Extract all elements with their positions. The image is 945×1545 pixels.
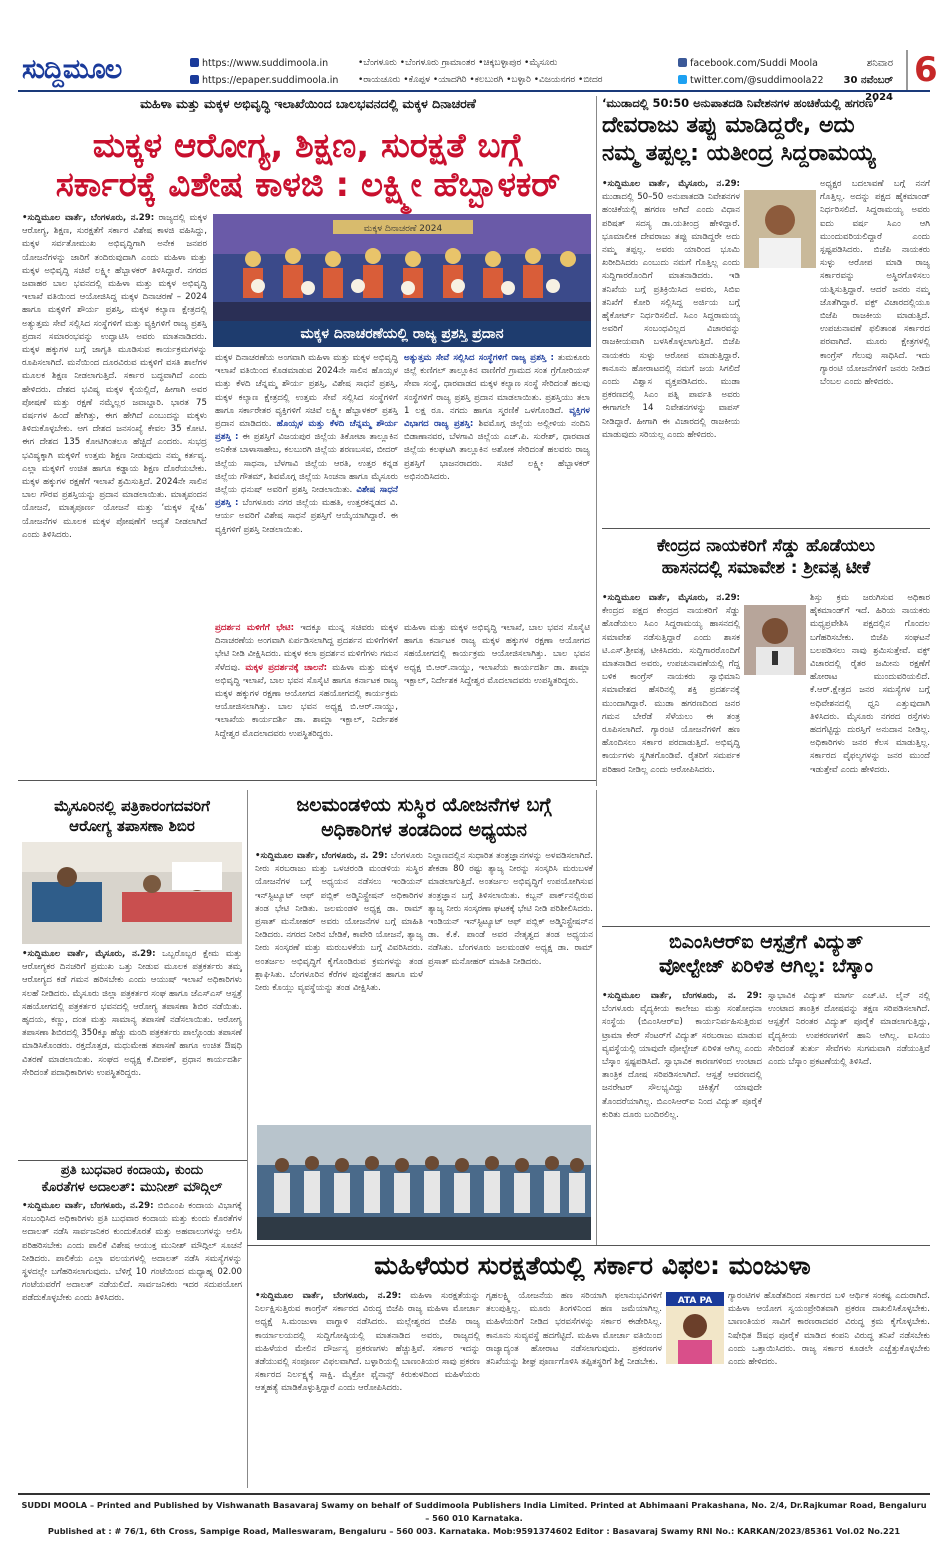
yathindra-kicker: ‘ಮುಡಾದಲ್ಲಿ 50:50 ಅನುಪಾತದಡಿ ನಿವೇಶನಗಳ ಹಂಚಿಕೆಯಲ್ಲಿ ಹಗರಣ’	[602, 96, 878, 110]
bescom-headline-1[interactable]: ಬಿಎಂಸಿಆರ್‌ಐ ಆಸ್ಪತ್ರೆಗೆ ವಿದ್ಯುತ್	[669, 931, 863, 953]
section-divider	[18, 780, 596, 781]
section-divider	[602, 926, 930, 927]
yathindra-para-2: ಅಧ್ಯಕ್ಷರ ಬದಲಾವಣೆ ಬಗ್ಗೆ ನನಗೆ ಗೊತ್ತಿಲ್ಲ. ಅದನ್ನು ಪಕ್ಷದ ಹೈಕಮಾಂಡ್ ನಿರ್ಧರಿಸಲಿದೆ. ಸಿದ್ದರಾಮಯ್ಯ ಅವರು ಐದು ವರ್ಷ ಸಿಎಂ ಆಗಿ ಮುಂದುವರಿಯಲಿದ್ದಾರೆ ಎಂದು ಸ್ಪಷ್ಟಪಡಿಸಿದರು. ಬಿಜೆಪಿ ನಾಯಕರು ಸುಳ್ಳು ಆರೋಪ ಮಾಡಿ ರಾಜ್ಯ ಸರ್ಕಾರವನ್ನು ಅಸ್ಥಿರಗೊಳಿಸಲು ಯತ್ನಿಸುತ್ತಿದ್ದಾರೆ. ಆದರೆ ಜನರು ನಮ್ಮ ಜೊತೆಗಿದ್ದಾರೆ. ವಕ್ಫ್ ವಿಚಾರದಲ್ಲಿಯೂ ಬಿಜೆಪಿ ರಾಜಕೀಯ ಮಾಡುತ್ತಿದೆ. ಉಪಚುನಾವಣೆ ಫಲಿತಾಂಶ ಸರ್ಕಾರದ ಪರವಾಗಿದೆ. ಮೂರು ಕ್ಷೇತ್ರಗಳಲ್ಲಿ ಕಾಂಗ್ರೆಸ್ ಗೆಲುವು ಸಾಧಿಸಿದೆ. ಇದು ಗ್ಯಾರಂಟಿ ಯೋಜನೆಗಳಿಗೆ ಜನರು ನೀಡಿದ ಬೆಂಬಲ ಎಂದು ಹೇಳಿದರು.	[820, 179, 930, 388]
photo-caption: ಮಕ್ಕಳ ದಿನಾಚರಣೆಯಲ್ಲಿ ರಾಜ್ಯ ಪ್ರಶಸ್ತಿ ಪ್ರದಾನ	[213, 321, 591, 347]
health-camp-photo	[22, 842, 242, 944]
yathindra-body-col-1	[602, 178, 740, 523]
manjula-badge: ATA PA	[677, 1296, 713, 1306]
jalamandali-body-col-1	[255, 850, 423, 1122]
main-story-para-1: ರಾಜ್ಯದಲ್ಲಿ ಮಕ್ಕಳ ಆರೋಗ್ಯ, ಶಿಕ್ಷಣ, ಸುರಕ್ಷತೆಗೆ ಸರ್ಕಾರ ವಿಶೇಷ ಕಾಳಜಿ ವಹಿಸಿದ್ದು, ಮಕ್ಕಳ ಸರ್ವತೋಮುಖ ಅಭಿವೃದ್ಧಿಗಾಗಿ ಅನೇಕ ಜನಪರ ಯೋಜನೆಗಳನ್ನು ಜಾರಿಗೆ ತಂದಿರುವುದಾಗಿ ಎಂದು ಮಹಿಳಾ ಮತ್ತು ಮಕ್ಕಳ ಅಭಿವೃದ್ಧಿ ಸಚಿವೆ ಲಕ್ಷ್ಮೀ ಹೆಬ್ಬಾಳಕರ್ ತಿಳಿಸಿದ್ದಾರೆ. ನಗರದ ಜವಾಹರ ಬಾಲ ಭವನದಲ್ಲಿ ಮಹಿಳಾ ಮತ್ತು ಮಕ್ಕಳ ಅಭಿವೃದ್ಧಿ ಇಲಾಖೆ ವತಿಯಿಂದ ಆಯೋಜಿಸಿದ್ದ ಮಕ್ಕಳ ದಿನಾಚರಣೆ – 2024 ಹಾಗೂ ಮಕ್ಕಳಿಗೆ ಶೌರ್ಯ ಪ್ರಶಸ್ತಿ, ಮಕ್ಕಳ ಕಲ್ಯಾಣ ಕ್ಷೇತ್ರದಲ್ಲಿ ಅತ್ಯುತ್ತಮ ಸೇವೆ ಸಲ್ಲಿಸಿದ ಸಂಸ್ಥೆಗಳಿಗೆ ಮತ್ತು ವ್ಯಕ್ತಿಗಳಿಗೆ ರಾಜ್ಯ ಪ್ರಶಸ್ತಿ ಪ್ರದಾನ ಸಮಾರಂಭವನ್ನು ಉದ್ಘಾಟಿಸಿ ಅವರು ಮಾತನಾಡಿದರು. ಮಕ್ಕಳ ಹಕ್ಕುಗಳ ಬಗ್ಗೆ ಜಾಗೃತಿ ಮೂಡಿಸುವ ಕಾರ್ಯಕ್ರಮಗಳನ್ನು ರೂಪಿಸಲಾಗಿದೆ. ಮನೆಯಿಂದ ದೂರವಿರುವ ಮಕ್ಕಳಿಗೆ ವಸತಿ ಶಾಲೆಗಳ ಮೂಲಕ ಶಿಕ್ಷಣ ನೀಡಲಾಗುತ್ತಿದೆ. ಸರ್ಕಾರ ಬದ್ಧವಾಗಿದೆ ಎಂದು ಹೇಳಿದರು. ದೇಶದ ಭವಿಷ್ಯ ಮಕ್ಕಳ ಕೈಯಲ್ಲಿದೆ, ಹೀಗಾಗಿ ಅವರ ಪೋಷಣೆ ಮತ್ತು ರಕ್ಷಣೆ ನಮ್ಮೆಲ್ಲರ ಜವಾಬ್ದಾರಿ. ಭಾರತ 75 ವರ್ಷಗಳ ಹಿಂದೆ ಹೇಗಿತ್ತು, ಈಗ ಹೇಗಿದೆ ಎಂಬುದನ್ನು ಮಕ್ಕಳು ತಿಳಿದುಕೊಳ್ಳಬೇಕು. ಆಗ ದೇಶದ ಜನಸಂಖ್ಯೆ ಕೇವಲ 35 ಕೋಟಿ. ಈಗ ದೇಶದ 135 ಕೋಟಿಗಿಂತಲೂ ಹೆಚ್ಚಿದೆ ಎಂದರು.	[22, 213, 207, 448]
shreevatsa-para-1: ಕೇಂದ್ರದ ಪಕ್ಷದ ಕೇಂದ್ರದ ನಾಯಕರಿಗೆ ಸೆಡ್ಡು ಹೊಡೆಯಲು ಸಿಎಂ ಸಿದ್ದರಾಮಯ್ಯ ಹಾಸನದಲ್ಲಿ ಸಮಾವೇಶ ನಡೆಸುತ್ತಿದ್ದಾರೆ ಎಂದು ಶಾಸಕ ಟಿ.ಎಸ್.ಶ್ರೀವತ್ಸ ಟೀಕಿಸಿದರು. ಸುದ್ದಿಗಾರರೊಂದಿಗೆ ಮಾತನಾಡಿದ ಅವರು, ಉಪಚುನಾವಣೆಯಲ್ಲಿ ಗೆದ್ದ ಬಳಿಕ ಕಾಂಗ್ರೆಸ್ ನಾಯಕರು ಸ್ವಾಭಿಮಾನಿ ಸಮಾವೇಶದ ಹೆಸರಿನಲ್ಲಿ ಶಕ್ತಿ ಪ್ರದರ್ಶನಕ್ಕೆ ಮುಂದಾಗಿದ್ದಾರೆ. ಮುಡಾ ಹಗರಣದಿಂದ ಜನರ ಗಮನ ಬೇರೆಡೆ ಸೆಳೆಯಲು ಈ ತಂತ್ರ ರೂಪಿಸಲಾಗಿದೆ. ಗ್ಯಾರಂಟಿ ಯೋಜನೆಗಳಿಗೆ ಹಣ ಹೊಂದಿಸಲು ಸರ್ಕಾರ ಪರದಾಡುತ್ತಿದೆ. ಅಭಿವೃದ್ಧಿ ಕಾರ್ಯಗಳು ಸ್ಥಗಿತಗೊಂಡಿವೆ. ರೈತರಿಗೆ ಸಮರ್ಪಕ ಪರಿಹಾರ ನೀಡಿಲ್ಲ ಎಂದು ಆರೋಪಿಸಿದರು.	[602, 606, 740, 775]
yathindra-headline-1[interactable]: ದೇವರಾಜು ತಪ್ಪು ಮಾಡಿದ್ದರೇ, ಅದು	[602, 113, 855, 138]
munish-dateline: •ಸುದ್ದಿಮೂಲ ವಾರ್ತೆ, ಬೆಂಗಳೂರು, ನ.29:	[22, 1201, 154, 1211]
issue-date: 30 ನವೆಂಬರ್ 2024	[843, 75, 893, 103]
bescom-body-col-1	[602, 990, 762, 1195]
health-camp-dateline: •ಸುದ್ದಿಮೂಲ ವಾರ್ತೆ, ಮೈಸೂರು, ನ.29:	[22, 949, 156, 959]
health-camp-headline-1[interactable]: ಮೈಸೂರಿನಲ್ಲಿ ಪತ್ರಿಕಾರಂಗದವರಿಗೆ	[54, 797, 210, 815]
main-story-headline-2[interactable]: ಸರ್ಕಾರಕ್ಕೆ ವಿಶೇಷ ಕಾಳಜಿ : ಲಕ್ಷ್ಮೀ ಹೆಬ್ಬಾಳಕರ್	[55, 165, 561, 205]
yathindra-portrait	[744, 190, 816, 268]
main-story-para-2: ಮಕ್ಕಳ ದಿನಾಚರಣೆಯ ಅಂಗವಾಗಿ ಮಹಿಳಾ ಮತ್ತು ಮಕ್ಕಳ ಅಭಿವೃದ್ಧಿ ಇಲಾಖೆ ವತಿಯಿಂದ ಕೊಡಮಾಡುವ 2024ನೇ ಸಾಲಿನ ಹೊಯ್ಸಳ ಮತ್ತು ಕೆಳದಿ ಚೆನ್ನಮ್ಮ ಶೌರ್ಯ ಪ್ರಶಸ್ತಿ, ವಿಶೇಷ ಸಾಧನೆ ಪ್ರಶಸ್ತಿ, ಮಕ್ಕಳ ಕಲ್ಯಾಣ ಕ್ಷೇತ್ರದಲ್ಲಿ ಉತ್ತಮ ಸೇವೆ ಸಲ್ಲಿಸಿದ ಸಂಸ್ಥೆಗಳಿಗೆ ಹಾಗೂ ಸರ್ಕಾರೇತರ ವ್ಯಕ್ತಿಗಳಿಗೆ ಸಚಿವೆ ಲಕ್ಷ್ಮೀ ಹೆಬ್ಬಾಳಕರ್ ಪ್ರಶಸ್ತಿ ಪ್ರದಾನ ಮಾಡಿದರು.	[215, 353, 398, 430]
imprint-footer	[18, 1493, 930, 1538]
shreevatsa-portrait	[744, 605, 806, 675]
twitter-link[interactable]: twitter.com/@suddimoola22	[690, 75, 824, 86]
health-camp-body	[22, 948, 242, 1156]
issue-weekday: ಶನಿವಾರ	[866, 58, 893, 69]
main-story-para-3: ಈ ಪ್ರಶಸ್ತಿಗೆ ವಿಜಯಪುರ ಜಿಲ್ಲೆಯ ತಿಕೋಟಾ ತಾಲ್ಲೂಕಿನ ಅನಿಕೇತ ಬಾಳಾಸಾಹೇಬ, ಕಲಬುರಗಿ ಜಿಲ್ಲೆಯ ಶರಣಬಸವ, ಬೀದರ್ ಜಿಲ್ಲೆಯ ಸಾಧನಾ, ಬೆಳಗಾವಿ ಜಿಲ್ಲೆಯ ಆರತಿ, ಉತ್ತರ ಕನ್ನಡ ಜಿಲ್ಲೆಯ ಗೌತಮ್, ಶಿವಮೊಗ್ಗ ಜಿಲ್ಲೆಯ ಸಿಂಚನಾ ಹಾಗೂ ಮೈಸೂರು ಜಿಲ್ಲೆಯ ಧನುಷ್ ಅವರಿಗೆ ಪ್ರಶಸ್ತಿ ನೀಡಲಾಯಿತು.	[215, 432, 398, 496]
yathindra-para-1: ಮುಡಾದಲ್ಲಿ 50–50 ಅನುಪಾತದಡಿ ನಿವೇಶನಗಳ ಹಂಚಿಕೆಯಲ್ಲಿ ಹಗರಣ ಆಗಿದೆ ಎಂದು ವಿಧಾನ ಪರಿಷತ್ ಸದಸ್ಯ ಡಾ.ಯತೀಂದ್ರ ಹೇಳಿದ್ದಾರೆ. ಭೂಮಾಲೀಕ ದೇವರಾಜು ತಪ್ಪು ಮಾಡಿದ್ದರೇ ಅದು ನಮ್ಮ ತಪ್ಪಲ್ಲ. ಅವರು ಯಾರಿಂದ ಭೂಮಿ ಖರೀದಿಸಿದರು ಎಂಬುದು ನಮಗೆ ಗೊತ್ತಿಲ್ಲ ಎಂದು ಸುದ್ದಿಗಾರರೊಂದಿಗೆ ಮಾತನಾಡಿದರು. ಇಡಿ ತನಿಖೆಯ ಬಗ್ಗೆ ಪ್ರತಿಕ್ರಿಯಿಸಿದ ಅವರು, ಸಿಬಿಐ ತನಿಖೆಗೆ ಕೋರಿ ಸಲ್ಲಿಸಿದ್ದ ಅರ್ಜಿಯ ಬಗ್ಗೆ ಹೈಕೋರ್ಟ್ ನಿರ್ಧರಿಸಲಿದೆ. ಸಿಎಂ ಸಿದ್ದರಾಮಯ್ಯ ಅವರಿಗೆ ಸಂಬಂಧವಿಲ್ಲದ ವಿಚಾರವನ್ನು ರಾಜಕೀಯವಾಗಿ ಬಳಸಿಕೊಳ್ಳಲಾಗುತ್ತಿದೆ. ಬಿಜೆಪಿ ನಾಯಕರು ಸುಳ್ಳು ಆರೋಪ ಮಾಡುತ್ತಿದ್ದಾರೆ. ಕಾನೂನು ಹೋರಾಟದಲ್ಲಿ ನಮಗೆ ಜಯ ಸಿಗಲಿದೆ ಎಂದು ವಿಶ್ವಾಸ ವ್ಯಕ್ತಪಡಿಸಿದರು. ಮುಡಾ ಪ್ರಕರಣದಲ್ಲಿ ಸಿಎಂ ಪತ್ನಿ ಪಾರ್ವತಿ ಅವರು ಈಗಾಗಲೇ 14 ನಿವೇಶನಗಳನ್ನು ವಾಪಸ್ ನೀಡಿದ್ದಾರೆ. ಹೀಗಾಗಿ ಈ ವಿಚಾರದಲ್ಲಿ ರಾಜಕೀಯ ಮಾಡುವುದು ಸರಿಯಲ್ಲ ಎಂದು ಹೇಳಿದರು.	[602, 192, 740, 440]
website-link[interactable]: https://www.suddimoola.in	[202, 58, 329, 69]
main-story-para-6: ಮಹಿಳಾ ಮತ್ತು ಮಕ್ಕಳ ಅಭಿವೃದ್ಧಿ ಇಲಾಖೆ, ಬಾಲ ಭವನ ಸೊಸೈಟಿ ಹಾಗೂ ಕರ್ನಾಟಕ ರಾಜ್ಯ ಮಕ್ಕಳ ಹಕ್ಕುಗಳ ರಕ್ಷಣಾ ಆಯೋಗದ ಸಹಯೋಗದಲ್ಲಿ ಕಾರ್ಯಕ್ರಮ ಆಯೋಜಿಸಲಾಗಿತ್ತು. ಬಾಲ ಭವನ ಅಧ್ಯಕ್ಷ ಬಿ.ಆರ್.ನಾಯ್ಡು, ಇಲಾಖೆಯ ಕಾರ್ಯದರ್ಶಿ ಡಾ. ಶಾಮ್ಲಾ ಇಕ್ಬಾಲ್, ನಿರ್ದೇಶಕ ಸಿದ್ದೇಶ್ವರ ಮೊದಲಾದವರು ಉಪಸ್ಥಿತರಿದ್ದರು.	[215, 662, 398, 739]
jalamandali-dateline: •ಸುದ್ದಿಮೂಲ ವಾರ್ತೆ, ಬೆಂಗಳೂರು, ನ. 29:	[255, 851, 388, 861]
munish-body	[22, 1200, 242, 1488]
globe-icon	[190, 58, 199, 67]
manjula-headline[interactable]: ಮಹಿಳೆಯರ ಸುರಕ್ಷತೆಯಲ್ಲಿ ಸರ್ಕಾರ ವಿಫಲ: ಮಂಜುಳಾ	[374, 1251, 811, 1280]
section-divider	[18, 1160, 247, 1161]
jalamandali-group-photo	[257, 1125, 591, 1240]
award-subhead-bravery: ಹೊಯ್ಸಳ ಮತ್ತು ಕೆಳದಿ ಚೆನ್ನಮ್ಮ ಶೌರ್ಯ ಪ್ರಶಸ್ತಿ :	[215, 419, 398, 443]
award-ceremony-photo	[213, 214, 591, 321]
main-story-body-col-4	[215, 622, 398, 772]
twitter-icon	[678, 75, 687, 84]
column-divider	[247, 1250, 248, 1488]
portrait-illustration	[744, 605, 806, 675]
shreevatsa-dateline: •ಸುದ್ದಿಮೂಲ ವಾರ್ತೆ, ಮೈಸೂರು, ನ.29:	[602, 593, 740, 603]
shreevatsa-body-col-2	[810, 592, 930, 922]
jalamandali-headline-1[interactable]: ಜಲಮಂಡಳಿಯ ಸುಸ್ಥಿರ ಯೋಜನೆಗಳ ಬಗ್ಗೆ	[296, 794, 552, 816]
jalamandali-body-col-2	[428, 850, 593, 1122]
manjula-para-1: ಮಹಿಳಾ ಸುರಕ್ಷತೆಯನ್ನು ನಿರ್ಲಕ್ಷಿಸುತ್ತಿರುವ ಕಾಂಗ್ರೆಸ್ ಸರ್ಕಾರದ ವಿರುದ್ಧ ಬಿಜೆಪಿ ರಾಜ್ಯ ಮಹಿಳಾ ಮೋರ್ಚಾ ಅಧ್ಯಕ್ಷೆ ಸಿ.ಮಂಜುಳಾ ವಾಗ್ದಾಳಿ ನಡೆಸಿದರು. ಮಲ್ಲೇಶ್ವರದ ಬಿಜೆಪಿ ರಾಜ್ಯ ಕಾರ್ಯಾಲಯದಲ್ಲಿ ಸುದ್ದಿಗೋಷ್ಠಿಯಲ್ಲಿ ಮಾತನಾಡಿದ ಅವರು, ರಾಜ್ಯದಲ್ಲಿ ಮಹಿಳೆಯರ ಮೇಲಿನ ದೌರ್ಜನ್ಯ ಪ್ರಕರಣಗಳು ಹೆಚ್ಚುತ್ತಿವೆ. ಸರ್ಕಾರ ಇದನ್ನು ತಡೆಯುವಲ್ಲಿ ಸಂಪೂರ್ಣ ವಿಫಲವಾಗಿದೆ. ಬಳ್ಳಾರಿಯಲ್ಲಿ ಬಾಣಂತಿಯರ ಸಾವು ಪ್ರಕರಣ ಸರ್ಕಾರದ ನಿರ್ಲಕ್ಷ್ಯಕ್ಕೆ ಸಾಕ್ಷಿ. ಮೈಕ್ರೋ ಫೈನಾನ್ಸ್ ಕಿರುಕುಳದಿಂದ ಮಹಿಳೆಯರು ಆತ್ಮಹತ್ಯೆ ಮಾಡಿಕೊಳ್ಳುತ್ತಿದ್ದಾರೆ ಎಂದು ಆರೋಪಿಸಿದರು.	[255, 1291, 480, 1394]
shreevatsa-para-2: ಶಿಸ್ತು ಕ್ರಮ ಜರುಗಿಸುವ ಅಧಿಕಾರ ಹೈಕಮಾಂಡ್‌ಗೆ ಇದೆ. ಹಿರಿಯ ನಾಯಕರು ಮಧ್ಯಪ್ರವೇಶಿಸಿ ಪಕ್ಷದಲ್ಲಿನ ಗೊಂದಲ ಬಗೆಹರಿಸಬೇಕು. ಬಿಜೆಪಿ ಸಂಘಟನೆ ಬಲಪಡಿಸಲು ನಾವು ಶ್ರಮಿಸುತ್ತೇವೆ. ವಕ್ಫ್ ವಿಚಾರದಲ್ಲಿ ರೈತರ ಜಮೀನು ರಕ್ಷಣೆಗೆ ಹೋರಾಟ ಮುಂದುವರಿಯಲಿದೆ. ಕೆ.ಆರ್.ಕ್ಷೇತ್ರದ ಜನರ ಸಮಸ್ಯೆಗಳ ಬಗ್ಗೆ ಅಧಿವೇಶನದಲ್ಲಿ ಧ್ವನಿ ಎತ್ತುವುದಾಗಿ ತಿಳಿಸಿದರು. ಮೈಸೂರು ನಗರದ ರಸ್ತೆಗಳು ಹದಗೆಟ್ಟಿದ್ದು ದುರಸ್ತಿಗೆ ಅನುದಾನ ನೀಡಿಲ್ಲ. ಅಧಿಕಾರಿಗಳು ಜನರ ಕೆಲಸ ಮಾಡುತ್ತಿಲ್ಲ. ಸರ್ಕಾರದ ವೈಫಲ್ಯಗಳನ್ನು ಜನರ ಮುಂದೆ ಇಡುತ್ತೇವೆ ಎಂದು ಹೇಳಿದರು.	[810, 593, 930, 775]
award-subhead-exhibition: ಪ್ರದರ್ಶನ ಮಳಿಗೆಗೆ ಭೇಟಿ:	[215, 623, 295, 633]
main-story-para-5: ಇದಕ್ಕೂ ಮುನ್ನ ಸಚಿವರು ಮಕ್ಕಳ ದಿನಾಚರಣೆಯ ಅಂಗವಾಗಿ ಏರ್ಪಡಿಸಲಾಗಿದ್ದ ಪ್ರದರ್ಶನ ಮಳಿಗೆಗಳಿಗೆ ಭೇಟಿ ನೀಡಿ ವೀಕ್ಷಿಸಿದರು. ಮಕ್ಕಳ ಕಲಾ ಪ್ರದರ್ಶನ ಮಳಿಗೆಗಳು ಗಮನ ಸೆಳೆದವು.	[215, 623, 398, 673]
award-ceremony-illustration	[213, 214, 591, 321]
main-story-body-col-2	[215, 352, 398, 617]
page-number: 6	[906, 50, 938, 90]
edition-cities-line-2: •ರಾಯಚೂರು •ಕೊಪ್ಪಳ •ಯಾದಗಿರಿ •ಕಲಬುರಗಿ •ಬಳ್ಳಾರಿ •ವಿಜಯನಗರ •ಬೀದರ	[358, 75, 603, 85]
manjula-portrait	[666, 1292, 724, 1364]
award-subhead-individuals: ವ್ಯಕ್ತಿಗಳ ವಿಭಾಗದ ರಾಜ್ಯ ಪ್ರಶಸ್ತಿ:	[404, 405, 590, 430]
column-divider	[247, 790, 248, 1250]
main-story-para-6b: ಮಹಿಳಾ ಮತ್ತು ಮಕ್ಕಳ ಅಭಿವೃದ್ಧಿ ಇಲಾಖೆ, ಬಾಲ ಭವನ ಸೊಸೈಟಿ ಹಾಗೂ ಕರ್ನಾಟಕ ರಾಜ್ಯ ಮಕ್ಕಳ ಹಕ್ಕುಗಳ ರಕ್ಷಣಾ ಆಯೋಗದ ಸಹಯೋಗದಲ್ಲಿ ಕಾರ್ಯಕ್ರಮ ಆಯೋಜಿಸಲಾಗಿತ್ತು. ಬಾಲ ಭವನ ಅಧ್ಯಕ್ಷ ಬಿ.ಆರ್.ನಾಯ್ಡು, ಇಲಾಖೆಯ ಕಾರ್ಯದರ್ಶಿ ಡಾ. ಶಾಮ್ಲಾ ಇಕ್ಬಾಲ್, ನಿರ್ದೇಶಕ ಸಿದ್ದೇಶ್ವರ ಮೊದಲಾದವರು ಉಪಸ್ಥಿತರಿದ್ದರು.	[404, 623, 590, 686]
yathindra-headline-2[interactable]: ನಮ್ಮ ತಪ್ಪಲ್ಲ: ಯತೀಂದ್ರ ಸಿದ್ದರಾಮಯ್ಯ	[602, 141, 876, 166]
shreevatsa-headline-2[interactable]: ಹಾಸನದಲ್ಲಿ ಸಮಾವೇಶ : ಶ್ರೀವತ್ಸ ಟೀಕೆ	[661, 558, 871, 578]
main-story-para-7: ತುಮಕೂರು ಜಿಲ್ಲೆ ಕುಣಿಗಲ್ ತಾಲ್ಲೂಕಿನ ವಾಣಿಗೆರೆ ಗ್ರಾಮದ ಸಂತ ಗ್ರೆಗೋರಿಯಸ್ ಸೇವಾ ಸಂಸ್ಥೆ, ಧಾರವಾಡದ ಮಕ್ಕಳ ಕಲ್ಯಾಣ ಸಂಸ್ಥೆ ಸೇರಿದಂತೆ ಹಲವು ಸಂಸ್ಥೆಗಳಿಗೆ ರಾಜ್ಯ ಪ್ರಶಸ್ತಿ ಪ್ರದಾನ ಮಾಡಲಾಯಿತು. ಪ್ರಶಸ್ತಿಯು ತಲಾ 1 ಲಕ್ಷ ರೂ. ನಗದು ಹಾಗೂ ಸ್ಮರಣಿಕೆ ಒಳಗೊಂಡಿದೆ.	[404, 353, 590, 416]
main-story-body-col-3	[404, 352, 590, 617]
bescom-dateline: •ಸುದ್ದಿಮೂಲ ವಾರ್ತೆ, ಬೆಂಗಳೂರು, ನ. 29:	[602, 991, 762, 1001]
bescom-body-col-2	[768, 990, 930, 1195]
imprint-line-2: Published at : # 76/1, 6th Cross, Sampige Road, Malleswaram, Bengaluru – 560 003. Karnataka. Mob:9591374602 Editor : Basavaraj Swamy RNI No.: KARKAN/2023/85361 Vol.02 No.221	[47, 1526, 901, 1536]
column-divider	[596, 96, 597, 786]
portrait-illustration	[666, 1292, 724, 1364]
imprint-line-1: SUDDI MOOLA – Printed and Published by Vishwanath Basavaraj Swamy on behalf of Suddimoola Publishers India Limited. Printed at Abhimaani Prakashana, No. 2/4, Dr.Rajkumar Road, Bengaluru – 560 010 Karnataka.	[21, 1500, 927, 1523]
bescom-para-2: ಸ್ವಾಭಾವಿಕ ವಿದ್ಯುತ್ ಮಾರ್ಗ ಎಚ್.ಟಿ. ಲೈನ್ ನಲ್ಲಿ ಉಂಟಾದ ತಾಂತ್ರಿಕ ದೋಷವನ್ನು ತಕ್ಷಣ ಸರಿಪಡಿಸಲಾಗಿದೆ. ಆಸ್ಪತ್ರೆಗೆ ನಿರಂತರ ವಿದ್ಯುತ್ ಪೂರೈಕೆ ಮಾಡಲಾಗುತ್ತಿದ್ದು, ವೈದ್ಯಕೀಯ ಉಪಕರಣಗಳಿಗೆ ಹಾನಿ ಆಗಿಲ್ಲ. ಐಸಿಯು ಸೇರಿದಂತೆ ತುರ್ತು ಸೇವೆಗಳು ಸುಗಮವಾಗಿ ನಡೆಯುತ್ತಿವೆ ಎಂದು ಬೆಸ್ಕಾಂ ಪ್ರಕಟಣೆಯಲ್ಲಿ ತಿಳಿಸಿದೆ.	[768, 991, 930, 1068]
main-story-body-col-5	[404, 622, 590, 772]
yathindra-dateline: •ಸುದ್ದಿಮೂಲ ವಾರ್ತೆ, ಮೈಸೂರು, ನ.29:	[602, 179, 740, 189]
main-story-kicker: ಮಹಿಳಾ ಮತ್ತು ಮಕ್ಕಳ ಅಭಿವೃದ್ಧಿ ಇಲಾಖೆಯಿಂದ ಬಾಲಭವನದಲ್ಲಿ ಮಕ್ಕಳ ದಿನಾಚರಣೆ	[140, 96, 476, 111]
manjula-para-3: ಗ್ಯಾರಂಟಿಗಳ ಹೊಡೆತದಿಂದ ಸರ್ಕಾರದ ಬಳಿ ಆರ್ಥಿಕ ಸಂಕಷ್ಟ ಎದುರಾಗಿದೆ. ಮಹಿಳಾ ಆಯೋಗ ಸ್ವಯಂಪ್ರೇರಿತವಾಗಿ ಪ್ರಕರಣ ದಾಖಲಿಸಿಕೊಳ್ಳಬೇಕು. ಬಾಣಂತಿಯರ ಸಾವಿಗೆ ಕಾರಣರಾದವರ ವಿರುದ್ಧ ಕ್ರಮ ಕೈಗೊಳ್ಳಬೇಕು. ನಿಷೇಧಿತ ಔಷಧ ಪೂರೈಕೆ ಮಾಡಿದ ಕಂಪನಿ ವಿರುದ್ಧ ತನಿಖೆ ನಡೆಸಬೇಕು ಎಂದು ಒತ್ತಾಯಿಸಿದರು. ರಾಜ್ಯ ಸರ್ಕಾರ ಕೂಡಲೇ ಎಚ್ಚೆತ್ತುಕೊಳ್ಳಬೇಕು ಎಂದು ಹೇಳಿದರು.	[728, 1291, 930, 1368]
edition-cities-line-1: •ಬೆಂಗಳೂರು •ಬೆಂಗಳೂರು ಗ್ರಾಮಾಂತರ •ಚಿಕ್ಕಬಳ್ಳಾಪುರ •ಮೈಸೂರು	[358, 58, 558, 68]
facebook-icon	[678, 58, 687, 67]
award-subhead-special: ವಿಶೇಷ ಸಾಧನೆ ಪ್ರಶಸ್ತಿ :	[215, 485, 398, 509]
health-camp-illustration	[22, 842, 242, 944]
bescom-headline-2[interactable]: ವೋಲ್ಟೇಜ್ ಏರಿಳಿತ ಆಗಿಲ್ಲ: ಬೆಸ್ಕಾಂ	[659, 955, 873, 977]
main-story-para-4: ಬೆಂಗಳೂರು ನಗರ ಜಿಲ್ಲೆಯ ಮಹತಿ, ಉತ್ತರಕನ್ನಡದ ವಿ. ಆರ್ಯ ಅವರಿಗೆ ವಿಶೇಷ ಸಾಧನೆ ಪ್ರಶಸ್ತಿಗೆ ಆಯ್ಕೆಯಾಗಿದ್ದಾರೆ. ಈ ವ್ಯಕ್ತಿಗಳಿಗೆ ಪ್ರಶಸ್ತಿ ನೀಡಲಾಯಿತು.	[215, 498, 398, 535]
main-story-headline-1[interactable]: ಮಕ್ಕಳ ಆರೋಗ್ಯ, ಶಿಕ್ಷಣ, ಸುರಕ್ಷತೆ ಬಗ್ಗೆ	[92, 126, 523, 166]
jalamandali-para-2: ನಿಲ್ದಾಣದಲ್ಲಿನ ಸುಧಾರಿತ ತಂತ್ರಜ್ಞಾನಗಳನ್ನು ಅಳವಡಿಸಲಾಗಿದೆ. ಶೇಕಡಾ 80 ರಷ್ಟು ತ್ಯಾಜ್ಯ ನೀರನ್ನು ಸಂಸ್ಕರಿಸಿ ಮರುಬಳಕೆ ಮಾಡಲಾಗುತ್ತಿದೆ. ಅಂತರ್ಜಲ ಅಭಿವೃದ್ಧಿಗೆ ಉಪಯೋಗಿಸುವ ತಂತ್ರಜ್ಞಾನ ಬಗ್ಗೆ ತಿಳಿಸಲಾಯಿತು. ಕಬ್ಬನ್ ಪಾರ್ಕ್‌ನಲ್ಲಿರುವ ತ್ಯಾಜ್ಯ ನೀರು ಸಂಸ್ಕರಣಾ ಘಟಕಕ್ಕೆ ಭೇಟಿ ನೀಡಿ ಪರಿಶೀಲಿಸಿದರು. ಇಂಡಿಯನ್ ಇನ್‌ಸ್ಟಿಟ್ಯೂಟ್ ಆಫ್ ಪಬ್ಲಿಕ್ ಅಡ್ಮಿನಿಸ್ಟ್ರೇಷನ್‌ನ ಡಾ. ಕೆ.ಕೆ. ಪಾಂಡೆ ಅವರ ನೇತೃತ್ವದ ತಂಡ ಅಧ್ಯಯನ ನಡೆಸಿತು. ಬೆಂಗಳೂರು ಜಲಮಂಡಳಿ ಅಧ್ಯಕ್ಷ ಡಾ. ರಾಮ್ ಪ್ರಸಾತ್ ಮನೋಹರ್ ಮಾಹಿತಿ ನೀಡಿದರು.	[428, 851, 593, 967]
manjula-para-2: ಗೃಹಲಕ್ಷ್ಮಿ ಯೋಜನೆಯ ಹಣ ಸರಿಯಾಗಿ ಫಲಾನುಭವಿಗಳಿಗೆ ತಲುಪುತ್ತಿಲ್ಲ. ಮೂರು ತಿಂಗಳಿನಿಂದ ಹಣ ಜಮೆಯಾಗಿಲ್ಲ. ಮಹಿಳೆಯರಿಗೆ ನೀಡಿದ ಭರವಸೆಗಳನ್ನು ಸರ್ಕಾರ ಈಡೇರಿಸಿಲ್ಲ. ಕಾನೂನು ಸುವ್ಯವಸ್ಥೆ ಹದಗೆಟ್ಟಿದೆ. ಮಹಿಳಾ ಮೋರ್ಚಾ ವತಿಯಿಂದ ರಾಜ್ಯಾದ್ಯಂತ ಹೋರಾಟ ನಡೆಸಲಾಗುವುದು. ಪ್ರಕರಣಗಳ ತನಿಖೆಯನ್ನು ಶೀಘ್ರ ಪೂರ್ಣಗೊಳಿಸಿ ತಪ್ಪಿತಸ್ಥರಿಗೆ ಶಿಕ್ಷೆ ನೀಡಬೇಕು.	[486, 1291, 662, 1368]
group-photo-illustration	[257, 1125, 591, 1240]
manjula-body-col-1	[255, 1290, 480, 1488]
shreevatsa-headline-1[interactable]: ಕೇಂದ್ರದ ನಾಯಕರಿಗೆ ಸೆಡ್ಡು ಹೊಡೆಯಲು	[656, 536, 876, 556]
main-story-dateline: •ಸುದ್ದಿಮೂಲ ವಾರ್ತೆ, ಬೆಂಗಳೂರು, ನ.29:	[22, 213, 155, 223]
jalamandali-para-1: ಬೆಂಗಳೂರು ನೀರು ಸರಬರಾಜು ಮತ್ತು ಒಳಚರಂಡಿ ಮಂಡಳಿಯ ಸುಸ್ಥಿರ ಯೋಜನೆಗಳ ಬಗ್ಗೆ ಅಧ್ಯಯನ ನಡೆಸಲು ಇಂಡಿಯನ್ ಇನ್‌ಸ್ಟಿಟ್ಯೂಟ್ ಆಫ್ ಪಬ್ಲಿಕ್ ಅಡ್ಮಿನಿಸ್ಟ್ರೇಷನ್ ಅಧಿಕಾರಿಗಳ ತಂಡ ಭೇಟಿ ನೀಡಿತು. ಜಲಮಂಡಳಿ ಅಧ್ಯಕ್ಷ ಡಾ. ರಾಮ್ ಪ್ರಸಾತ್ ಮನೋಹರ್ ಅವರು ಯೋಜನೆಗಳ ಬಗ್ಗೆ ಮಾಹಿತಿ ನೀಡಿದರು. ನಗರದ ನೀರಿನ ಬೇಡಿಕೆ, ಕಾವೇರಿ ಯೋಜನೆ, ತ್ಯಾಜ್ಯ ನೀರು ಸಂಸ್ಕರಣೆ ಮತ್ತು ಮರುಬಳಕೆಯ ಬಗ್ಗೆ ವಿವರಿಸಿದರು. ಅಂತರ್ಜಲ ಅಭಿವೃದ್ಧಿಗೆ ಕೈಗೊಂಡಿರುವ ಕ್ರಮಗಳನ್ನು ತಂಡ ಶ್ಲಾಘಿಸಿತು. ಬೆಂಗಳೂರಿನ ಕೆರೆಗಳ ಪುನಶ್ಚೇತನ ಹಾಗೂ ಮಳೆ ನೀರು ಕೊಯ್ಲು ವ್ಯವಸ್ಥೆಯನ್ನು ತಂಡ ವೀಕ್ಷಿಸಿತು.	[255, 851, 423, 994]
newspaper-logo[interactable]: ಸುದ್ದಿಮೂಲ	[22, 54, 122, 85]
social-links	[678, 55, 824, 89]
main-story-para-1b: ಸುಭದ್ರ ಭವಿಷ್ಯಕ್ಕಾಗಿ ಮಕ್ಕಳಿಗೆ ಉತ್ತಮ ಶಿಕ್ಷಣ ನೀಡುವುದು ನಮ್ಮ ಕರ್ತವ್ಯ. ಎಲ್ಲಾ ಮಕ್ಕಳಿಗೆ ಉಚಿತ ಹಾಗೂ ಕಡ್ಡಾಯ ಶಿಕ್ಷಣ ದೊರೆಯಬೇಕು. ಮಕ್ಕಳ ಹಕ್ಕುಗಳ ರಕ್ಷಣೆಗೆ ಇಲಾಖೆ ಶ್ರಮಿಸುತ್ತಿದೆ. 2024ನೇ ಸಾಲಿನ ಬಾಲ ಗೌರವ ಪ್ರಶಸ್ತಿಯನ್ನು ಪ್ರದಾನ ಮಾಡಲಾಯಿತು. ಮಾತೃವಂದನ ಯೋಜನೆ, ಮಾತೃಪೂರ್ಣ ಯೋಜನೆ ಮತ್ತು ‘ಮಕ್ಕಳ ಸ್ನೇಹಿ’ ಯೋಜನೆಗಳ ಮೂಲಕ ಮಕ್ಕಳ ಪೋಷಣೆಗೆ ಆದ್ಯತೆ ನೀಡಲಾಗಿದೆ ಎಂದು ತಿಳಿಸಿದರು.	[22, 437, 207, 540]
section-divider	[247, 1245, 930, 1246]
column-divider	[596, 790, 597, 1245]
yathindra-body-col-2	[820, 178, 930, 523]
award-subhead-institutions: ಅತ್ಯುತ್ತಮ ಸೇವೆ ಸಲ್ಲಿಸಿದ ಸಂಸ್ಥೆಗಳಿಗೆ ರಾಜ್ಯ ಪ್ರಶಸ್ತಿ :	[404, 353, 554, 363]
manjula-dateline: •ಸುದ್ದಿಮೂಲ ವಾರ್ತೆ, ಬೆಂಗಳೂರು, ನ.29:	[255, 1291, 402, 1301]
globe-icon	[190, 75, 199, 84]
health-camp-para: ಒಬ್ಬರೊಬ್ಬರ ಕ್ಷೇಮ ಮತ್ತು ಆರೋಗ್ಯಕರ ದಿನಚರಿಗೆ ಪ್ರಮುಖ ಒತ್ತು ನೀಡುವ ಮೂಲಕ ಪತ್ರಕರ್ತರು ತಮ್ಮ ಆರೋಗ್ಯದ ಕಡೆ ಗಮನ ಹರಿಸಬೇಕು ಎಂದು ಆಯುಷ್ ಇಲಾಖೆ ಅಧಿಕಾರಿಗಳು ಸಲಹೆ ನೀಡಿದರು. ಮೈಸೂರು ಜಿಲ್ಲಾ ಪತ್ರಕರ್ತರ ಸಂಘ ಹಾಗೂ ಜೆಎಸ್‌ಎಸ್ ಆಸ್ಪತ್ರೆ ಸಹಯೋಗದಲ್ಲಿ ಪತ್ರಕರ್ತರ ಭವನದಲ್ಲಿ ಆರೋಗ್ಯ ತಪಾಸಣಾ ಶಿಬಿರ ನಡೆಯಿತು. ಹೃದಯ, ಕಣ್ಣು, ದಂತ ಮತ್ತು ಸಾಮಾನ್ಯ ತಪಾಸಣೆ ನಡೆಸಲಾಯಿತು. ಆರೋಗ್ಯ ತಪಾಸಣಾ ಶಿಬಿರದಲ್ಲಿ 350ಕ್ಕೂ ಹೆಚ್ಚು ಮಂದಿ ಪತ್ರಕರ್ತರು ಪಾಲ್ಗೊಂಡು ತಪಾಸಣೆ ಮಾಡಿಸಿಕೊಂಡರು. ರಕ್ತದೊತ್ತಡ, ಮಧುಮೇಹ ತಪಾಸಣೆ ಹಾಗೂ ಉಚಿತ ಔಷಧಿ ವಿತರಣೆ ಮಾಡಲಾಯಿತು. ಸಂಘದ ಅಧ್ಯಕ್ಷ ಕೆ.ದೀಪಕ್, ಪ್ರಧಾನ ಕಾರ್ಯದರ್ಶಿ ಸೇರಿದಂತೆ ಪದಾಧಿಕಾರಿಗಳು ಉಪಸ್ಥಿತರಿದ್ದರು.	[22, 949, 242, 1078]
edition-cities	[358, 55, 603, 89]
banner-text: ಮಕ್ಕಳ ದಿನಾಚರಣೆ 2024	[363, 224, 443, 234]
munish-para: ಬಿಬಿಎಂಪಿ ಕಂದಾಯ ವಿಭಾಗಕ್ಕೆ ಸಂಬಂಧಿಸಿದ ಅಧಿಕಾರಿಗಳು ಪ್ರತಿ ಬುಧವಾರ ಕಂದಾಯ ಮತ್ತು ಕುಂದು ಕೊರತೆಗಳ ಅದಾಲತ್ ನಡೆಸಿ ಸಾರ್ವಜನಿಕರ ಕುಂದುಕೊರತೆ ಮತ್ತು ಅಹವಾಲುಗಳನ್ನು ಆಲಿಸಿ ಪರಿಹರಿಸಬೇಕು ಎಂದು ಪಾಲಿಕೆ ವಿಶೇಷ ಆಯುಕ್ತ ಮುನೀಶ್ ಮೌದ್ಗಿಲ್ ಸೂಚನೆ ನೀಡಿದರು. ಪಾಲಿಕೆಯ ಎಲ್ಲಾ ವಲಯಗಳಲ್ಲಿ ಅದಾಲತ್ ನಡೆಸಿ ಸಮಸ್ಯೆಗಳನ್ನು ಸ್ಥಳದಲ್ಲೇ ಬಗೆಹರಿಸಲಾಗುವುದು. ಬೆಳಿಗ್ಗೆ 10 ಗಂಟೆಯಿಂದ ಮಧ್ಯಾಹ್ನ 02.00 ಗಂಟೆಯವರೆಗೆ ಅದಾಲತ್ ನಡೆಯಲಿದೆ. ಸಾರ್ವಜನಿಕರು ಇದರ ಸದುಪಯೋಗ ಪಡೆದುಕೊಳ್ಳಬೇಕು ಎಂದು ತಿಳಿಸಿದರು.	[22, 1201, 242, 1304]
epaper-link[interactable]: https://epaper.suddimoola.in	[202, 75, 339, 86]
manjula-body-col-2	[486, 1290, 662, 1488]
shreevatsa-body-col-1	[602, 592, 740, 922]
manjula-body-col-3	[728, 1290, 930, 1488]
award-subhead-childrens-show: ಮಕ್ಕಳ ಪ್ರದರ್ಶನಕ್ಕೆ ಚಾಲನೆ:	[245, 662, 328, 673]
portrait-illustration	[744, 190, 816, 268]
main-story-para-8: ಶಿವಮೊಗ್ಗ ಜಿಲ್ಲೆಯ ಅಲ್ಲೀಳಿಯ ನಂದಿನಿ ಬಿಡಾಣಾನವರ, ಬೆಳಗಾವಿ ಜಿಲ್ಲೆಯ ಎಚ್.ಪಿ. ಸುರೇಶ್, ಧಾರವಾಡ ಜಿಲ್ಲೆಯ ಕಲಘಟಗಿ ತಾಲ್ಲೂಕಿನ ಅಶೋಕ ಸೇರಿದಂತೆ ಹಲವರು ರಾಜ್ಯ ಪ್ರಶಸ್ತಿಗೆ ಭಾಜನರಾದರು. ಸಚಿವೆ ಲಕ್ಷ್ಮೀ ಹೆಬ್ಬಾಳಕರ್ ಅಭಿನಂದಿಸಿದರು.	[404, 419, 590, 482]
jalamandali-headline-2[interactable]: ಅಧಿಕಾರಿಗಳ ತಂಡದಿಂದ ಅಧ್ಯಯನ	[321, 819, 527, 841]
facebook-link[interactable]: facebook.com/Suddi Moola	[690, 58, 818, 69]
health-camp-headline-2[interactable]: ಆರೋಗ್ಯ ತಪಾಸಣಾ ಶಿಬಿರ	[69, 817, 195, 835]
bescom-para-1: ಬೆಂಗಳೂರು ವೈದ್ಯಕೀಯ ಕಾಲೇಜು ಮತ್ತು ಸಂಶೋಧನಾ ಸಂಸ್ಥೆಯ (ಬಿಎಂಸಿಆರ್‌ಐ) ಕಾರ್ಯನಿರ್ವಹಿಸುತ್ತಿರುವ ಟ್ರಾಮಾ ಕೇರ್ ಸೆಂಟರ್‌ಗೆ ವಿದ್ಯುತ್ ಸರಬರಾಜು ಮಾಡುವ ವ್ಯವಸ್ಥೆಯಲ್ಲಿ ಯಾವುದೇ ವೋಲ್ಟೇಜ್ ಏರಿಳಿತ ಆಗಿಲ್ಲ ಎಂದು ಬೆಸ್ಕಾಂ ಸ್ಪಷ್ಟಪಡಿಸಿದೆ. ಸ್ವಾಭಾವಿಕ ಕಾರಣಗಳಿಂದ ಉಂಟಾದ ತಾಂತ್ರಿಕ ದೋಷ ಸರಿಪಡಿಸಲಾಗಿದೆ. ಆಸ್ಪತ್ರೆ ಆವರಣದಲ್ಲಿ ಜನರೇಟರ್ ಸೌಲಭ್ಯವಿದ್ದು ಚಿಕಿತ್ಸೆಗೆ ಯಾವುದೇ ತೊಂದರೆಯಾಗಿಲ್ಲ. ಬಿಎಂಸಿಆರ್‌ಐ ನಿಂದ ವಿದ್ಯುತ್ ಪೂರೈಕೆ ಕುರಿತು ದೂರು ಬಂದಿರಲಿಲ್ಲ.	[602, 1004, 762, 1120]
section-divider	[602, 528, 930, 529]
munish-headline-1[interactable]: ಪ್ರತಿ ಬುಧವಾರ ಕಂದಾಯ, ಕುಂದು	[60, 1163, 204, 1178]
masthead-urls	[190, 55, 338, 89]
munish-headline-2[interactable]: ಕೊರತೆಗಳ ಅದಾಲತ್: ಮುನೀಶ್ ಮೌದ್ಗಿಲ್	[41, 1180, 223, 1195]
